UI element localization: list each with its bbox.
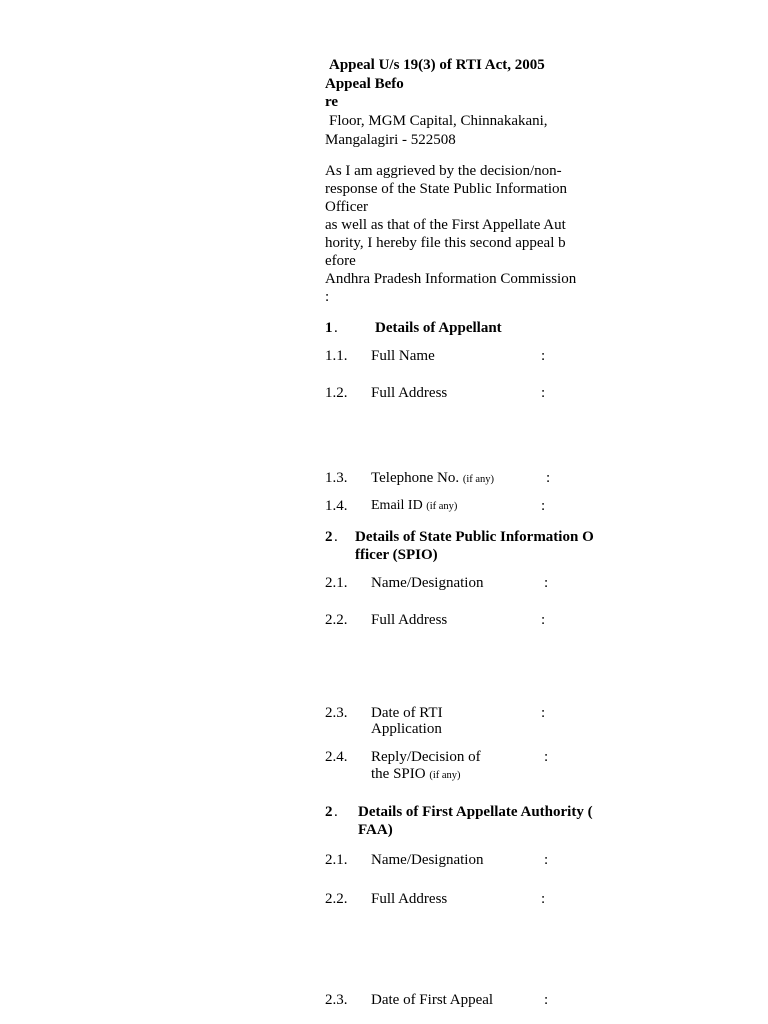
- row-number: 2.2.: [325, 891, 348, 907]
- document-title: Appeal U/s 19(3) of RTI Act, 2005: [329, 57, 545, 73]
- commission-address-line1: Floor, MGM Capital, Chinnakakani,: [329, 113, 548, 129]
- row-number: 2.3.: [325, 705, 348, 721]
- field-label-date-rti: Date of RTI: [371, 705, 443, 721]
- section-title-faa: Details of First Appellate Authority (: [358, 804, 593, 820]
- field-label-name-designation: Name/Designation: [371, 575, 484, 591]
- field-colon: :: [541, 348, 546, 364]
- row-number: 2.2.: [325, 612, 348, 628]
- field-colon: :: [541, 705, 546, 721]
- field-label-full-name: Full Name: [371, 348, 435, 364]
- field-colon: :: [544, 852, 549, 868]
- intro-line: Officer: [325, 199, 369, 215]
- intro-line: efore: [325, 253, 356, 269]
- field-colon: :: [541, 498, 546, 514]
- section-title-spio: Details of State Public Information O: [355, 529, 594, 545]
- field-colon: :: [541, 891, 546, 907]
- field-label-text: Email ID: [371, 498, 423, 513]
- intro-line: As I am aggrieved by the decision/non-: [325, 163, 562, 179]
- field-label-full-address: Full Address: [371, 891, 448, 907]
- row-number: 2.3.: [325, 992, 348, 1008]
- row-number: 1.2.: [325, 385, 348, 401]
- field-label-text: the SPIO: [371, 766, 426, 782]
- section-number: 1: [325, 320, 333, 336]
- field-label-reply-decision: Reply/Decision of: [371, 749, 481, 765]
- field-optional-note: (if any): [429, 770, 461, 781]
- field-label-date-rti-cont: Application: [371, 721, 442, 737]
- row-number: 1.3.: [325, 470, 348, 486]
- intro-line: :: [325, 289, 330, 305]
- field-label-name-designation: Name/Designation: [371, 852, 484, 868]
- field-colon: :: [544, 749, 549, 765]
- intro-line: hority, I hereby file this second appeal b: [325, 235, 566, 251]
- row-number: 2.1.: [325, 575, 348, 591]
- field-label-email: [371, 497, 457, 516]
- intro-line: response of the State Public Information: [325, 181, 568, 197]
- row-number: 2.1.: [325, 852, 348, 868]
- field-label-full-address: Full Address: [371, 612, 448, 628]
- section-number-dot: .: [334, 529, 338, 545]
- section-number-dot: .: [334, 804, 338, 820]
- row-number: 2.4.: [325, 749, 348, 765]
- section-title-faa-cont: FAA): [358, 822, 393, 838]
- field-colon: :: [544, 575, 549, 591]
- field-colon: :: [541, 612, 546, 628]
- section-title-spio-cont: fficer (SPIO): [355, 547, 438, 563]
- field-colon: :: [541, 385, 546, 401]
- field-colon: :: [544, 992, 549, 1008]
- field-colon: :: [546, 470, 551, 486]
- field-label-text: Telephone No.: [371, 470, 460, 486]
- field-label-full-address: Full Address: [371, 385, 448, 401]
- section-number-dot: .: [334, 320, 338, 336]
- field-optional-note: (if any): [462, 474, 495, 485]
- field-label-reply-decision-cont: [371, 765, 461, 785]
- field-optional-note: (if any): [426, 501, 458, 512]
- intro-line: as well as that of the First Appellate Aut: [325, 217, 566, 233]
- commission-address-line2: Mangalagiri - 522508: [325, 132, 456, 148]
- section-title-appellant: Details of Appellant: [375, 320, 502, 336]
- row-number: 1.1.: [325, 348, 348, 364]
- intro-line: Andhra Pradesh Information Commission: [325, 271, 577, 287]
- section-number: 2: [325, 529, 333, 545]
- field-label-date-first-appeal: Date of First Appeal: [371, 992, 494, 1008]
- appeal-before-line: Appeal Befo: [325, 76, 404, 92]
- section-number: 2: [325, 804, 333, 820]
- row-number: 1.4.: [325, 498, 348, 514]
- appeal-before-line-cont: re: [325, 94, 339, 110]
- field-label-telephone: [371, 469, 494, 489]
